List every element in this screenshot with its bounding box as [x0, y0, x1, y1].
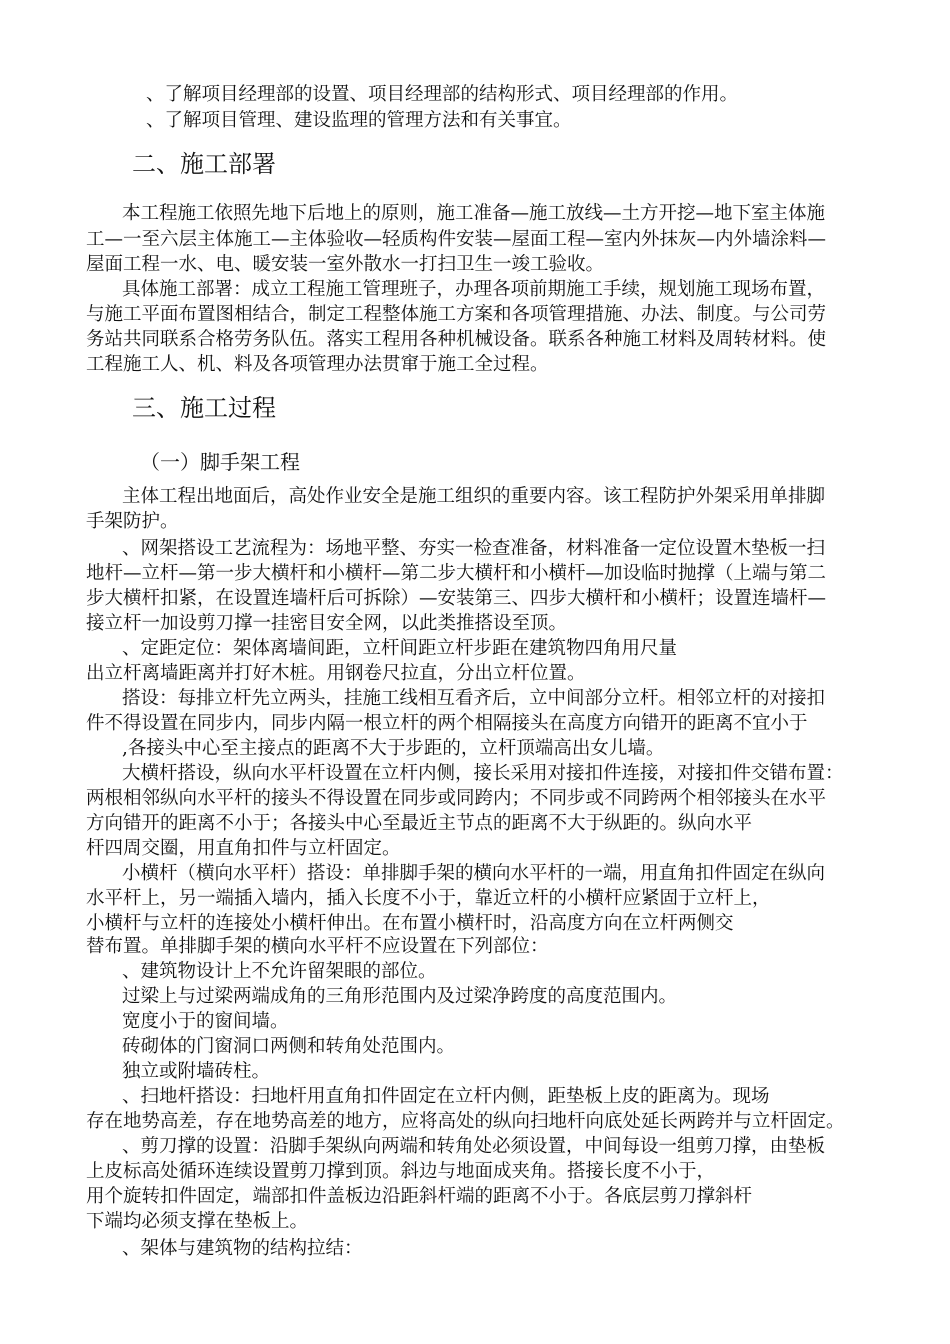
section-2-line: 工—一至六层主体施工—主体验收—轻质构件安装—屋面工程—室内外抹灰—内外墙涂料— [86, 229, 827, 250]
body-line: 手架防护。 [86, 511, 179, 532]
section-3-heading: 三、施工过程 [132, 394, 276, 422]
section-2-line: 务站共同联系合格劳务队伍。落实工程用各种机械设备。联系各种施工材料及周转材料。使 [86, 329, 827, 350]
section-2-heading: 二、施工部署 [132, 150, 276, 178]
body-line: 接立杆一加设剪刀撑一挂密目安全网，以此类推搭设至顶。 [86, 613, 568, 634]
body-line: 水平杆上，另一端插入墙内，插入长度不小于，靠近立杆的小横杆应紧固于立杆上， [86, 888, 771, 909]
body-line: ,各接头中心至主接点的距离不大于步距的，立杆顶端高出女儿墙。 [122, 738, 665, 759]
body-line: 、剪刀撑的设置：沿脚手架纵向两端和转角处必须设置，中间每设一组剪刀撑，由垫板 [122, 1136, 826, 1157]
body-line: 砖砌体的门窗洞口两侧和转角处范围内。 [122, 1036, 456, 1057]
section-2-line: 屋面工程一水、电、暖安装一室外散水一打扫卫生一竣工验收。 [86, 254, 605, 275]
body-line: 小横杆与立杆的连接处小横杆伸出。在布置小横杆时，沿高度方向在立杆两侧交 [86, 913, 734, 934]
body-line: 杆四周交圈，用直角扣件与立杆固定。 [86, 838, 401, 859]
body-line: 、扫地杆搭设：扫地杆用直角扣件固定在立杆内侧，距垫板上皮的距离为。现场 [122, 1086, 770, 1107]
section-2-line: 具体施工部署：成立工程施工管理班子，办理各项前期施工手续，规划施工现场布置， [122, 279, 826, 300]
section-2-line: 工程施工人、机、料及各项管理办法贯窜于施工全过程。 [86, 354, 549, 375]
intro-line-2: 、了解项目管理、建设监理的管理方法和有关事宜。 [146, 110, 572, 131]
body-line: 地杆—立杆—第一步大横杆和小横杆—第二步大横杆和小横杆—加设临时抛撑（上端与第二 [86, 563, 827, 584]
body-line: 大横杆搭设，纵向水平杆设置在立杆内侧，接长采用对接扣件连接，对接扣件交错布置： [122, 763, 844, 784]
subsection-heading: （一）脚手架工程 [140, 450, 300, 474]
body-line: 小横杆（横向水平杆）搭设：单排脚手架的横向水平杆的一端，用直角扣件固定在纵向 [122, 863, 826, 884]
body-line: 下端均必须支撑在垫板上。 [86, 1211, 309, 1232]
body-line: 两根相邻纵向水平杆的接头不得设置在同步或同跨内；不同步或不同跨两个相邻接头在水平 [86, 788, 827, 809]
intro-line-1: 、了解项目经理部的设置、项目经理部的结构形式、项目经理部的作用。 [146, 84, 739, 105]
body-line: 宽度小于的窗间墙。 [122, 1011, 289, 1032]
body-line: 独立或附墙砖柱。 [122, 1061, 271, 1082]
body-line: 、架体与建筑物的结构拉结： [122, 1238, 363, 1259]
body-line: 、定距定位：架体离墙间距，立杆间距立杆步距在建筑物四角用尺量 [122, 638, 678, 659]
body-line: 方向错开的距离不小于；各接头中心至最近主节点的距离不大于纵距的。纵向水平 [86, 813, 753, 834]
body-line: 出立杆离墙距离并打好木桩。用钢卷尺拉直，分出立杆位置。 [86, 663, 586, 684]
body-line: 步大横杆扣紧，在设置连墙杆后可拆除）—安装第三、四步大横杆和小横杆；设置连墙杆— [86, 588, 827, 609]
body-line: 存在地势高差，存在地势高差的地方，应将高处的纵向扫地杆向底处延长两跨并与立杆固定。 [86, 1111, 845, 1132]
body-line: 替布置。单排脚手架的横向水平杆不应设置在下列部位： [86, 936, 549, 957]
body-line: 搭设：每排立杆先立两头，挂施工线相互看齐后，立中间部分立杆。相邻立杆的对接扣 [122, 688, 826, 709]
body-line: 、网架搭设工艺流程为：场地平整、夯实一检查准备，材料准备一定位设置木垫板一扫 [122, 538, 826, 559]
body-line: 过梁上与过梁两端成角的三角形范围内及过梁净跨度的高度范围内。 [122, 986, 678, 1007]
body-line: 、建筑物设计上不允许留架眼的部位。 [122, 961, 437, 982]
section-2-line: 本工程施工依照先地下后地上的原则，施工准备—施工放线—土方开挖—地下室主体施 [122, 203, 826, 224]
body-line: 上皮标高处循环连续设置剪刀撑到顶。斜边与地面成夹角。搭接长度不小于， [86, 1161, 716, 1182]
section-2-line: 与施工平面布置图相结合，制定工程整体施工方案和各项管理措施、办法、制度。与公司劳 [86, 304, 827, 325]
body-line: 主体工程出地面后，高处作业安全是施工组织的重要内容。该工程防护外架采用单排脚 [122, 486, 826, 507]
body-line: 件不得设置在同步内，同步内隔一根立杆的两个相隔接头在高度方向错开的距离不宜小于 [86, 713, 808, 734]
body-line: 用个旋转扣件固定，端部扣件盖板边沿距斜杆端的距离不小于。各底层剪刀撑斜杆 [86, 1186, 753, 1207]
